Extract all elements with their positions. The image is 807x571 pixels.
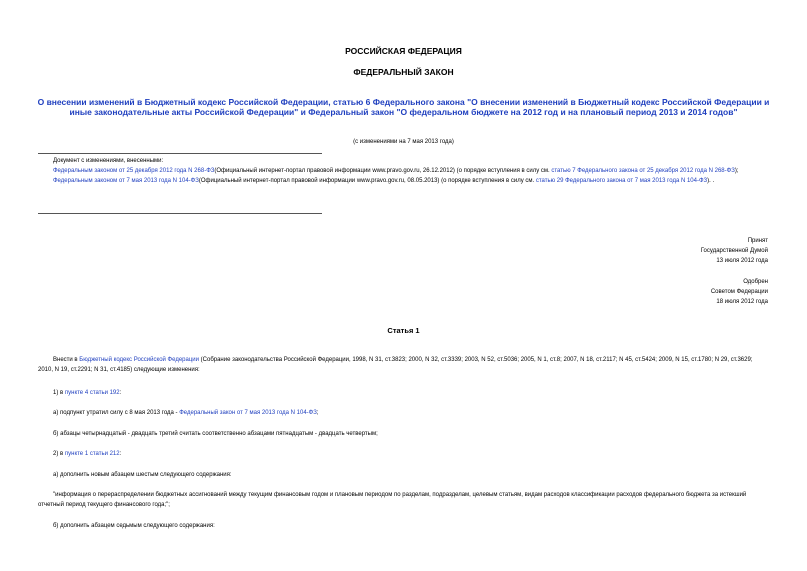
budget-code-link[interactable]: Бюджетный кодекс Российской Федерации (79, 357, 199, 363)
para-5-pre: 2) в (53, 451, 64, 457)
law-title (30, 97, 777, 117)
approved-block (568, 277, 768, 307)
para-3-text: а) подпункт утратил силу с 8 мая 2013 года - (53, 410, 178, 416)
para-2-tail: : (119, 390, 122, 396)
para-8-text: б) дополнить абзацем седьмым следующего содержания: (53, 523, 215, 529)
amendment-1-link[interactable]: Федеральным законом от 25 декабря 2012 года N 268-ФЗ (53, 168, 215, 174)
article-192-link[interactable]: пункте 4 статьи 192 (64, 390, 120, 396)
para-7-text: "информация о перераспределении бюджетных ассигнований между текущим финансовым годом и плановым периодом по разделам, подразделам, целевым статьям, видам расходов классификации расходов федерального бюджета за истекший отчетный период текущего финансового года;"; (38, 492, 747, 508)
approved-date: 18 июля 2012 года (716, 299, 768, 305)
divider-top (38, 153, 322, 154)
amendment-2-text: (Официальный интернет-портал правовой информации www.pravo.gov.ru, 08.05.2013) (о порядке вступления в силу см. (198, 178, 535, 184)
article-body (38, 356, 768, 375)
edition-note: (с изменениями на 7 мая 2013 года) (353, 139, 454, 145)
amendment-1-link2[interactable]: статью 7 Федерального закона от 25 декабря 2012 года N 268-ФЗ (551, 168, 735, 174)
amendments-block (38, 156, 768, 186)
para-1-text: (Собрание законодательства Российской Федерации, 1998, N 31, ст.3823; 2000, N 32, ст.3339; 2003, N 52, ст.5036; 2005, N 1, ст.8; 2007, N 18, ст.2117; N 45, ст.5424; 2009, N 15, ст.1780; N 29, ст.3629; 2010, N 19, ст.2291; N 31, ст.4185) следующие изменения: (38, 357, 753, 373)
article-212-link[interactable]: пункте 1 статьи 212 (64, 451, 120, 457)
para-3-tail: ; (316, 410, 319, 416)
country-heading: РОССИЙСКАЯ ФЕДЕРАЦИЯ (345, 46, 462, 56)
amendment-1-text: (Официальный интернет-портал правовой информации www.pravo.gov.ru, 26.12.2012) (о порядке вступления в силу см. (214, 168, 550, 174)
article-para-4 (38, 430, 768, 440)
amendment-item-1 (38, 166, 768, 176)
article-para-6 (38, 471, 768, 481)
amendment-2-link2[interactable]: статью 29 Федерального закона от 7 мая 2013 года N 104-ФЗ (535, 178, 708, 184)
amendment-1-tail: ); (734, 168, 739, 174)
approved-label: Одобрен (743, 279, 768, 285)
law-104-link[interactable]: Федеральный закон от 7 мая 2013 года N 104-ФЗ (179, 410, 317, 416)
amendment-2-link[interactable]: Федеральным законом от 7 мая 2013 года N 104-ФЗ (53, 178, 199, 184)
article-para-1 (38, 356, 768, 375)
para-2-pre: 1) в (53, 390, 64, 396)
para-1-pre: Внести в (53, 357, 78, 363)
para-6-text: а) дополнить новым абзацем шестым следующего содержания: (53, 472, 232, 478)
law-type-heading: ФЕДЕРАЛЬНЫЙ ЗАКОН (353, 67, 454, 77)
law-title-text[interactable]: О внесении изменений в Бюджетный кодекс Российской Федерации, статью 6 Федерального закона "О внесении изменений в Бюджетный кодекс Российской Федерации и иные законодательные акты Российской Федерации" и Федеральный закон "О федеральном бюджете на 2012 год и на плановый период 2013 и 2014 годов" (37, 97, 770, 117)
article-para-5 (38, 450, 768, 460)
article-para-2 (38, 389, 768, 399)
adopted-label: Принят (747, 238, 768, 244)
divider-bottom (38, 213, 322, 214)
approved-body: Советом Федерации (710, 289, 768, 295)
article-para-8 (38, 522, 768, 532)
article-heading: Статья 1 (387, 326, 420, 335)
article-para-3 (38, 409, 768, 419)
adopted-body: Государственной Думой (700, 248, 768, 254)
amendments-intro: Документ с изменениями, внесенными: (53, 158, 164, 164)
article-para-7 (38, 491, 768, 510)
para-5-tail: : (119, 451, 122, 457)
adopted-block (568, 236, 768, 266)
amendment-item-2 (38, 176, 768, 186)
adopted-date: 13 июля 2012 года (716, 258, 768, 264)
amendment-2-tail: ). . (707, 178, 715, 184)
para-4-text: б) абзацы четырнадцатый - двадцать третий считать соответственно абзацами пятнадцатым - двадцать четвертым; (53, 431, 378, 437)
